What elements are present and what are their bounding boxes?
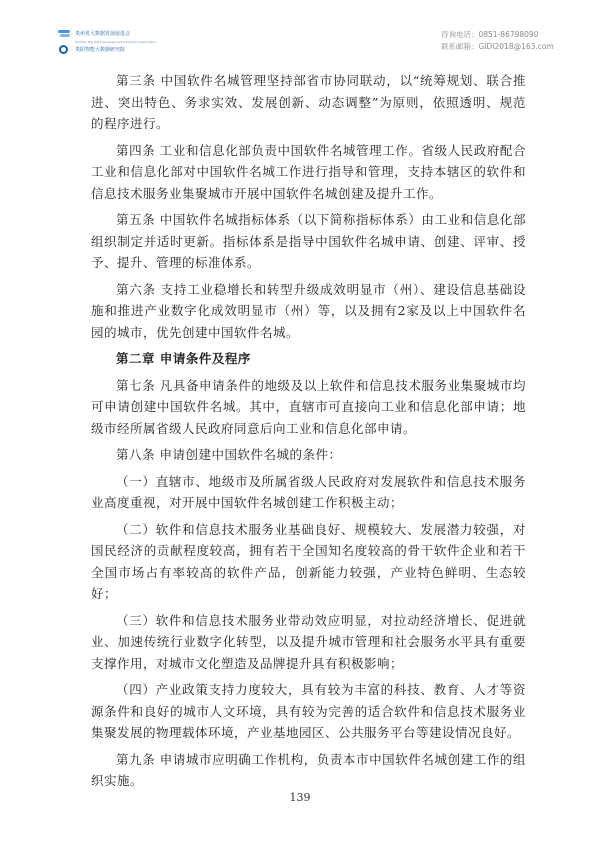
article-8-item-2: （二）软件和信息技术服务业基础良好、规模较大、发展潜力较强，对国民经济的贡献程度较高，拥有若干全国知名度较高的骨干软件企业和若干全国市场占有率较高的软件产品，创新能力较强，产业特色鲜明、生态较好； [91, 521, 526, 601]
org-name-1: 贵州省大数据发展促进会 [75, 31, 131, 37]
org-name-1-en: Guizhou Big Data Development Promotion Association [75, 40, 157, 44]
article-8-item-3: （三）软件和信息技术服务业带动效应明显，对拉动经济增长、促进就业、加速传统行业数字化转型，以及提升城市管理和社会服务水平具有重要支撑作用，对城市文化塑造及品牌提升具有积极影响； [91, 612, 526, 671]
chapter-2-heading: 第二章 申请条件及程序 [116, 351, 251, 366]
contact-phone: 咨询电话：0851-86798090 [441, 30, 539, 39]
article-4: 第四条 工业和信息化部负责中国软件名城管理工作。省级人民政府配合工业和信息化部对中国软件名城工作进行指导和管理，支持本辖区的软件和信息技术服务业集聚城市开展中国软件名城创建及提升工作。 [91, 142, 526, 201]
page-header [0, 0, 600, 60]
article-5: 第五条 中国软件名城指标体系（以下简称指标体系）由工业和信息化部组织制定并适时更新。指标体系是指导中国软件名城申请、创建、评审、授予、提升、管理的标准体系。 [91, 212, 526, 270]
article-6: 第六条 支持工业稳增长和转型升级成效明显市（州）、建设信息基础设施和推进产业数字化成效明显市（州）等，以及拥有2家及以上中国软件名园的城市，优先创建中国软件名城。 [91, 281, 526, 340]
organization-logo [58, 28, 157, 56]
document-body [91, 70, 526, 797]
org-name-2: 贵阳智能大数据研究院 [75, 47, 126, 53]
article-8: 第八条 申请创建中国软件名城的条件： [116, 447, 342, 462]
institute-logo-icon [58, 45, 71, 55]
article-8-item-4: （四）产业政策支持力度较大，具有较为丰富的科技、教育、人才等资源条件和良好的城市人文环境，具有较为完善的适合软件和信息技术服务业集聚发展的物理载体环境，产业基地园区、公共服务平台等建设情况良好。 [91, 682, 526, 740]
article-7: 第七条 凡具备申请条件的地级及以上软件和信息技术服务业集聚城市均可申请创建中国软件名城。其中，直辖市可直接向工业和信息化部申请；地级市经所属省级人民政府同意后向工业和信息化部申请。 [91, 377, 526, 436]
page-number: 139 [289, 791, 311, 804]
article-9: 第九条 申请城市应明确工作机构，负责本市中国软件名城创建工作的组织实施。 [91, 751, 526, 788]
association-logo-icon [58, 29, 71, 39]
article-3: 第三条 中国软件名城管理坚持部省市协同联动，以“统筹规划、联合推进、突出特色、务求实效、发展创新、动态调整”为原则，依照透明、规范的程序进行。 [91, 73, 526, 131]
contact-email: 联系邮箱：GIDI2018@163.com [441, 42, 554, 51]
article-8-item-1: （一）直辖市、地级市及所属省级人民政府对发展软件和信息技术服务业高度重视，对开展中国软件名城创建工作积极主动； [91, 473, 526, 510]
contact-info [441, 29, 554, 53]
